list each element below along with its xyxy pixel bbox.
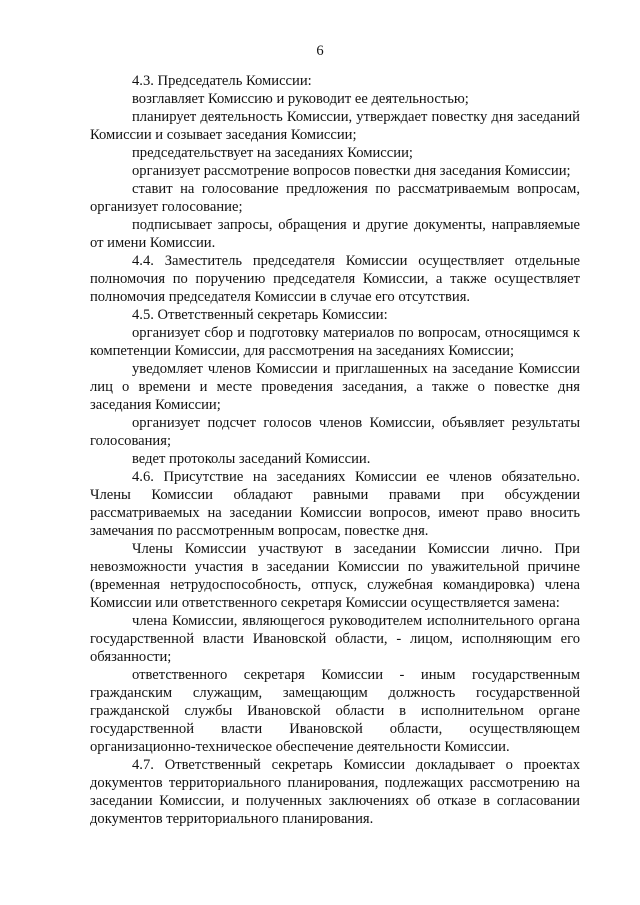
paragraph: ставит на голосование предложения по рассматриваемым вопросам, организует голосование; [90,181,580,215]
paragraph: организует сбор и подготовку материалов по вопросам, относящимся к компетенции Комиссии, для рассмотрения на заседаниях Комиссии; [90,325,580,359]
paragraph: уведомляет членов Комиссии и приглашенных на заседание Комиссии лиц о времени и месте проведения заседания, а также о повестке дня заседания Комиссии; [90,361,580,413]
paragraph: председательствует на заседаниях Комиссии; [132,145,413,161]
paragraph: организует рассмотрение вопросов повестки дня заседания Комиссии; [132,163,571,179]
paragraph: 4.3. Председатель Комиссии: [132,73,312,89]
paragraph: 4.6. Присутствие на заседаниях Комиссии ее членов обязательно. Члены Комиссии обладают равными правами при обсуждении рассматриваемых на заседании Комиссии вопросов, имеют право вносить замечания по рассмотренным вопросам, повестке дня. [90,469,580,539]
paragraph: планирует деятельность Комиссии, утверждает повестку дня заседаний Комиссии и созывает заседания Комиссии; [90,109,580,143]
paragraph: Члены Комиссии участвуют в заседании Комиссии лично. При невозможности участия в заседании Комиссии по уважительной причине (временная нетрудоспособность, отпуск, служебная командировка) члена Комиссии или ответственного секретаря Комиссии осуществляется замена: [90,541,580,611]
paragraph: организует подсчет голосов членов Комиссии, объявляет результаты голосования; [90,415,580,449]
paragraph: 4.4. Заместитель председателя Комиссии осуществляет отдельные полномочия по поручению председателя Комиссии, а также осуществляет полномочия председателя Комиссии в случае его отсутствия. [90,253,580,305]
page-number: 6 [316,43,324,59]
paragraph: ответственного секретаря Комиссии - иным государственным гражданским служащим, замещающим должность государственной гражданской службы Ивановской области в исполнительном органе государственной власти Ивановской области, осуществляющем организационно-техническое обеспечение деятельности Комиссии. [90,667,580,755]
paragraph: 4.5. Ответственный секретарь Комиссии: [132,307,388,323]
paragraph: ведет протоколы заседаний Комиссии. [132,451,371,467]
paragraph: подписывает запросы, обращения и другие документы, направляемые от имени Комиссии. [90,217,580,251]
paragraph: члена Комиссии, являющегося руководителем исполнительного органа государственной власти Ивановской области, - лицом, исполняющим его обязанности; [90,613,580,665]
paragraph: возглавляет Комиссию и руководит ее деятельностью; [132,91,469,107]
paragraph: 4.7. Ответственный секретарь Комиссии докладывает о проектах документов территориального планирования, подлежащих рассмотрению на заседании Комиссии, и полученных заключениях об отказе в согласовании документов территориального планирования. [90,757,580,827]
document-body [90,72,580,828]
